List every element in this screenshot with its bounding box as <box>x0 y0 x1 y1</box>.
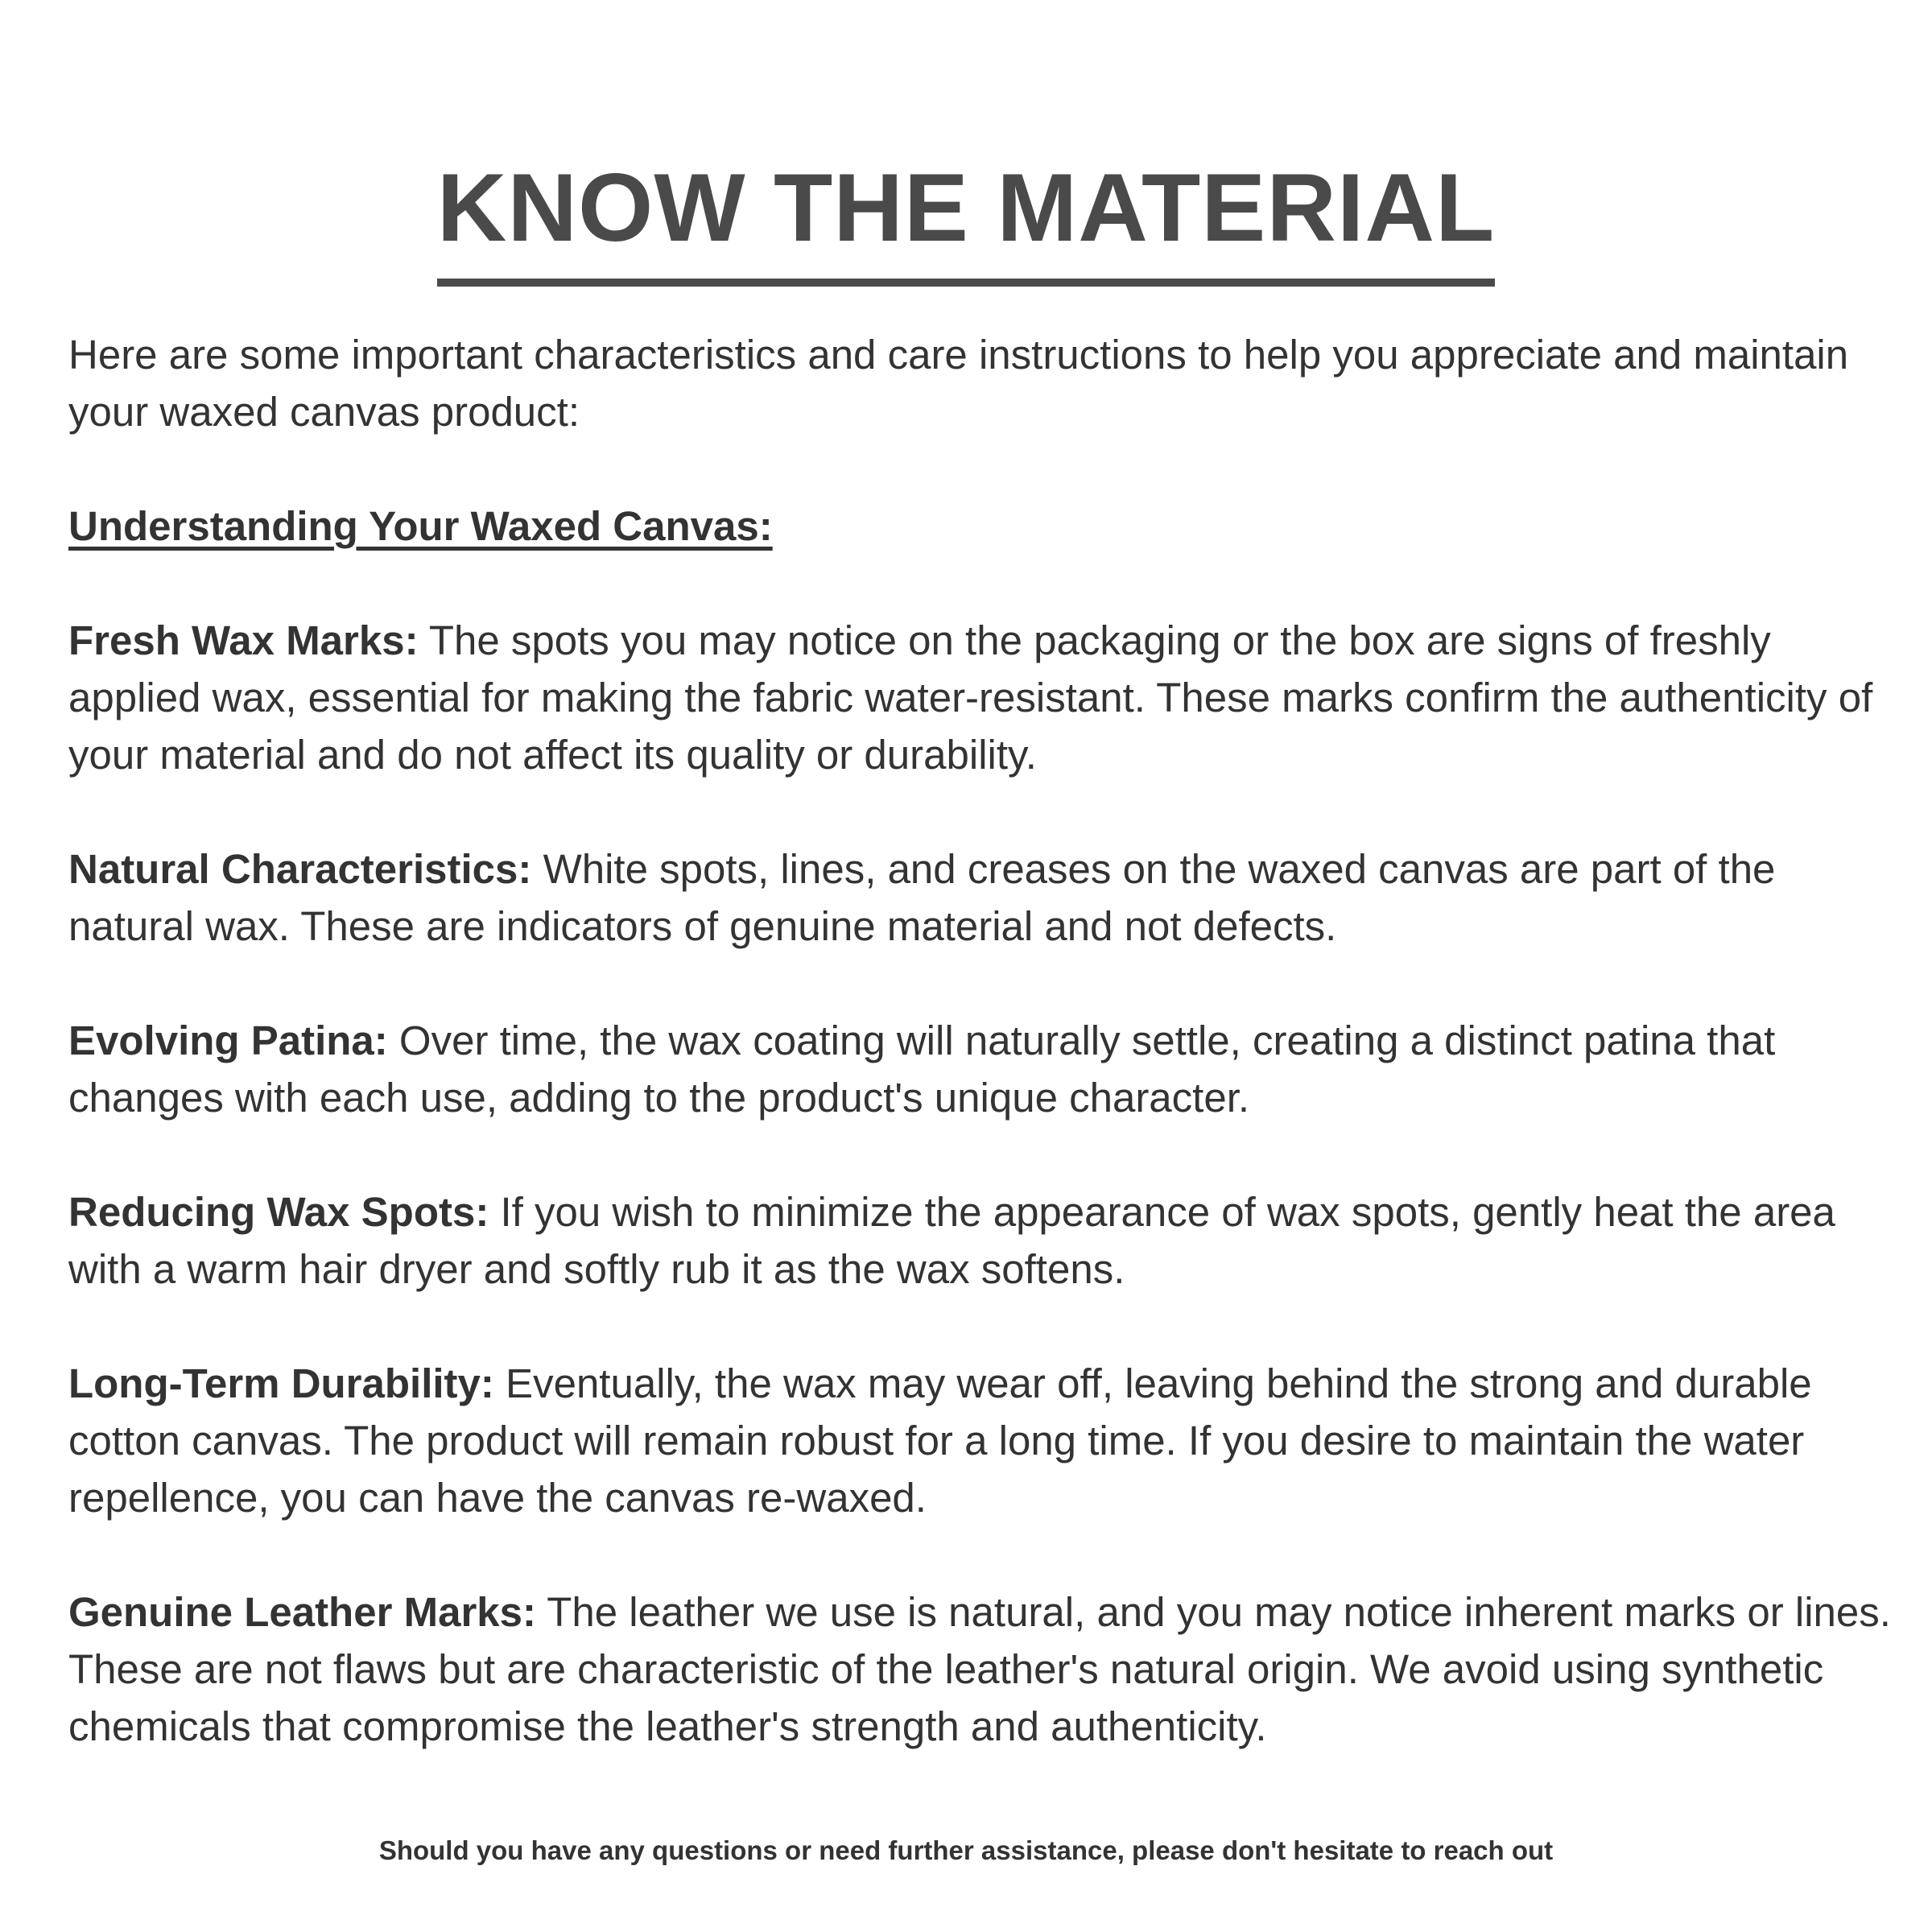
item-natural-characteristics <box>68 840 1896 955</box>
content-body <box>68 326 1896 1812</box>
intro-paragraph: Here are some important characteristics and care instructions to help you appreciate and maintain your waxed canvas product: <box>68 332 1849 435</box>
item-label: Fresh Wax Marks: <box>68 617 419 663</box>
item-text: The spots you may notice on the packaging or the box are signs of freshly applied wax, essential for making the fabric water-resistant. These marks confirm the authenticity of your material and do not affect its quality or durability. <box>68 617 1873 778</box>
item-label: Long-Term Durability: <box>68 1360 494 1406</box>
item-label: Genuine Leather Marks: <box>68 1589 536 1635</box>
item-fresh-wax-marks <box>68 612 1896 783</box>
item-label: Reducing Wax Spots: <box>68 1189 489 1235</box>
page-title: KNOW THE MATERIAL <box>437 159 1496 287</box>
item-text: Eventually, the wax may wear off, leaving behind the strong and durable cotton canvas. The product will remain robust for a long time. If you desire to maintain the water repellence, you can have the canvas re-waxed. <box>68 1360 1812 1521</box>
item-genuine-leather-marks <box>68 1583 1896 1755</box>
item-label: Evolving Patina: <box>68 1018 388 1063</box>
section-heading: Understanding Your Waxed Canvas: <box>68 503 773 549</box>
item-reducing-wax-spots <box>68 1183 1896 1298</box>
item-long-term-durability <box>68 1355 1896 1526</box>
item-label: Natural Characteristics: <box>68 846 532 892</box>
item-text: White spots, lines, and creases on the waxed canvas are part of the natural wax. These are indicators of genuine material and not defects. <box>68 846 1776 949</box>
item-text: The leather we use is natural, and you may notice inherent marks or lines. These are not flaws but are characteristic of the leather's natural origin. We avoid using synthetic chemicals that compromise the leather's strength and authenticity. <box>68 1589 1891 1749</box>
item-text: If you wish to minimize the appearance of wax spots, gently heat the area with a warm hair dryer and softly rub it as the wax softens. <box>68 1189 1835 1292</box>
item-evolving-patina <box>68 1012 1896 1126</box>
title-container <box>0 95 1932 352</box>
footer-note: Should you have any questions or need further assistance, please don't hesitate to reach out <box>378 1835 1554 1865</box>
item-text: Over time, the wax coating will naturally settle, creating a distinct patina that changes with each use, adding to the product's unique character. <box>68 1018 1776 1121</box>
